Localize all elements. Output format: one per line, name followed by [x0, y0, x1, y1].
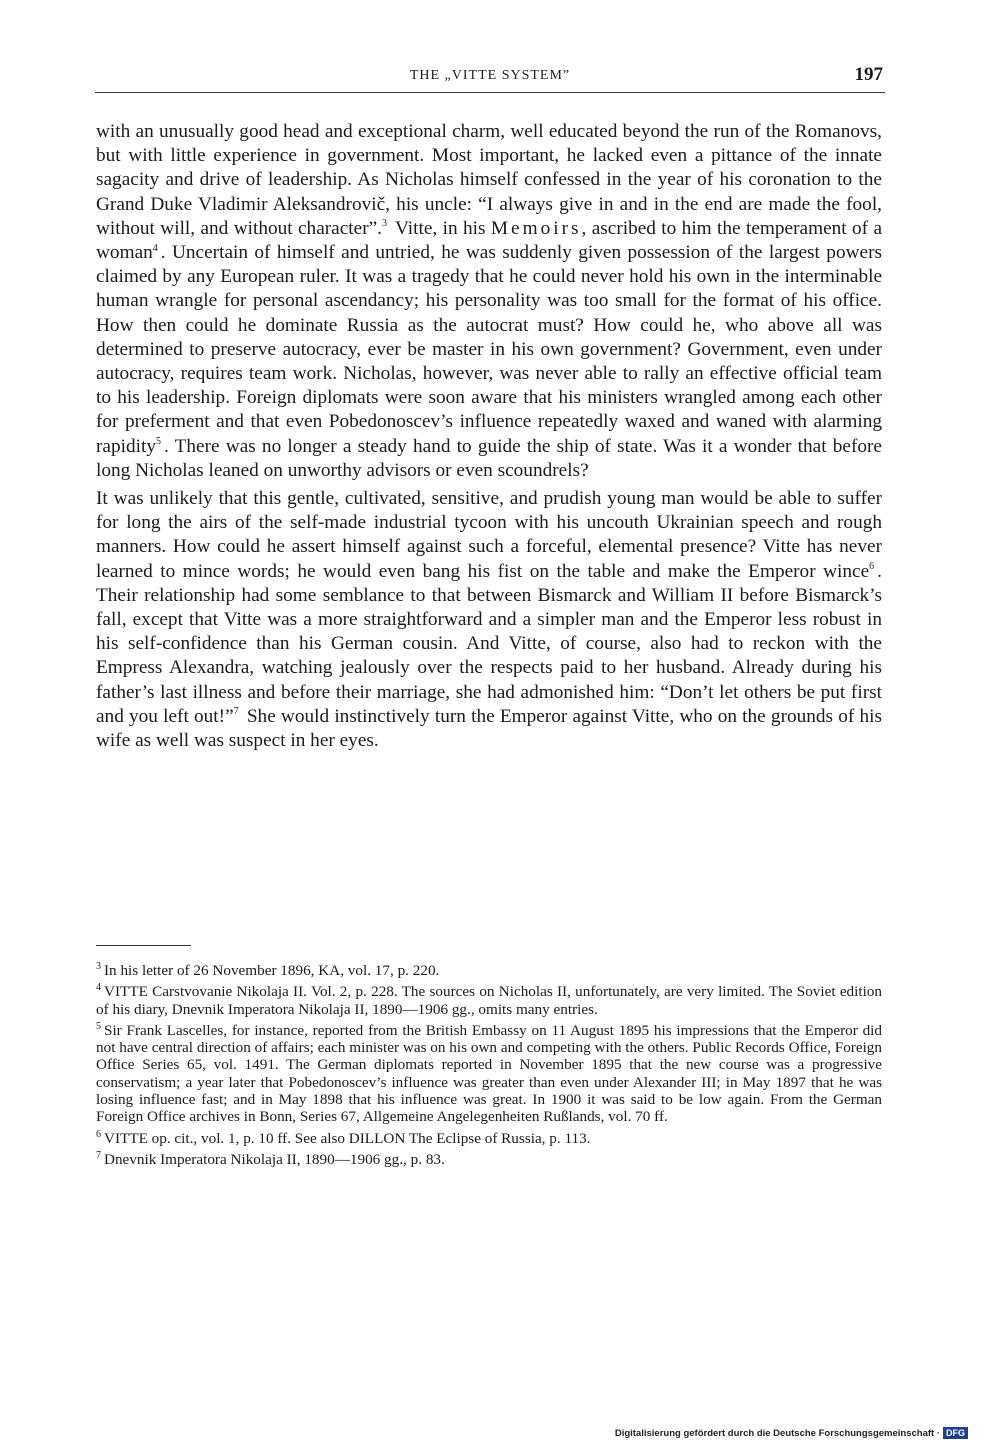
- digitization-credit: [615, 1427, 968, 1439]
- footnote-ref-7: 7: [233, 706, 239, 718]
- paragraph-2: [96, 487, 882, 753]
- footnote: [96, 1130, 882, 1147]
- footnote-text: VITTE Carstvovanie Nikolaja II. Vol. 2, p. 228. The sources on Nicholas II, unfortunately, are very limited. The Soviet edition of his diary, Dnevnik Imperatora Nikolaja II, 1890—1906 gg., omits many entries.: [96, 983, 882, 1018]
- footnote-number: 7: [96, 1149, 101, 1161]
- credit-text: Digitalisierung gefördert durch die Deutsche Forschungsgemeinschaft ·: [614, 1427, 940, 1439]
- footnote-number: 5: [96, 1020, 101, 1032]
- page-header: [95, 64, 885, 93]
- footnote-ref-4: 4: [152, 242, 158, 254]
- memoirs-title: Memoirs: [490, 217, 582, 239]
- footnote-ref-3: 3: [382, 218, 387, 230]
- footnote-number: 3: [96, 960, 101, 972]
- footnote-number: 6: [96, 1128, 101, 1140]
- text-run: . Their relationship had some semblance to that between Bismarck and William II before Bismarck’s fall, except that Vitte was a more straightforward and a simpler man and the Emperor less robust in his self-confidence than his German cousin. And Vitte, of course, also had to reckon with the Empress Alexandra, watching jealously over the respects paid to her husband. Already during his father’s last illness and before their marriage, she had admonished him: “Don’t let others be put first and you left out!”: [96, 560, 882, 727]
- footnote-divider: [96, 945, 191, 946]
- footnotes: [96, 962, 882, 1172]
- footnote-number: 4: [96, 982, 101, 994]
- body-text: [96, 120, 882, 753]
- footnote-ref-5: 5: [155, 436, 161, 448]
- text-run: It was unlikely that this gentle, cultivated, sensitive, and prudish young man would be able to suffer for long the airs of the self-made industrial tycoon with his uncouth Ukrainian speech and rough manners. How could he assert himself against such a forceful, elemental presence? Vitte has never learned to mince words; he would even bang his fist on the table and make the Emperor wince: [96, 488, 882, 582]
- footnote: [96, 962, 882, 979]
- text-run: Vitte, in his: [390, 217, 491, 239]
- text-run: She would instinctively turn the Emperor against Vitte, who on the grounds of his wife as well was suspect in her eyes.: [96, 705, 882, 752]
- text-run: , ascribed to him the temperament of a woman: [96, 217, 882, 264]
- text-run: with an unusually good head and exceptional charm, well educated beyond the run of the Romanovs, but with little experience in government. Most important, he lacked even a pittance of the innate sagacity and drive of leadership. As Nicholas himself confessed in the year of his coronation to the Grand Duke Vladimir Aleksandrovič, his uncle: “I always give in and in the end are made the fool, without will, and without character”.: [96, 121, 882, 239]
- paragraph-1: [96, 120, 882, 483]
- footnote: [96, 1022, 882, 1126]
- page-number: 197: [854, 64, 883, 85]
- footnote-text: Sir Frank Lascelles, for instance, reported from the British Embassy on 11 August 1895 his impressions that the Emperor did not have central direction of affairs; each minister was on his own and competing with the others. Public Records Office, Foreign Office Series 65, vol. 1491. The German diplomats reported in November 1895 that the new course was a progressive conservatism; a year later that Pobedonoscev’s influence was greater than even under Alexander III; in May 1897 that he was losing influence fast; and in May 1898 that his influence was great. In 1900 it was said to be low again. From the German Foreign Office archives in Bonn, Series 67, Allgemeine Angelegenheiten Rußlands, vol. 70 ff.: [96, 1021, 882, 1126]
- footnote: [96, 1151, 882, 1168]
- footnote: [96, 983, 882, 1018]
- footnote-text: VITTE op. cit., vol. 1, p. 10 ff. See also DILLON The Eclipse of Russia, p. 113.: [104, 1129, 591, 1147]
- text-run: . There was no longer a steady hand to guide the ship of state. Was it a wonder that before long Nicholas leaned on unworthy advisors or even scoundrels?: [96, 435, 882, 481]
- running-title: THE „VITTE SYSTEM”: [409, 68, 571, 83]
- footnote-text: Dnevnik Imperatora Nikolaja II, 1890—1906 gg., p. 83.: [104, 1150, 445, 1168]
- footnote-text: In his letter of 26 November 1896, KA, vol. 17, p. 220.: [104, 962, 440, 979]
- text-run: . Uncertain of himself and untried, he was suddenly given possession of the largest powers claimed by any European ruler. It was a tragedy that he could never hold his own in the interminable human wrangle for personal ascendancy; his personality was too small for the format of his office. How then could he dominate Russia as the autocrat must? How could he, who above all was determined to preserve autocracy, ever be master in his own government? Government, even under autocracy, requires team work. Nicholas, however, was never able to rally an effective official team to his leadership. Foreign diplomats were soon aware that his ministers wrangled among each other for preferment and that even Pobedonoscev’s influence repeatedly waxed and waned with alarming rapidity: [96, 242, 882, 457]
- footnote-ref-6: 6: [869, 561, 875, 573]
- dfg-logo-icon: DFG: [943, 1427, 968, 1439]
